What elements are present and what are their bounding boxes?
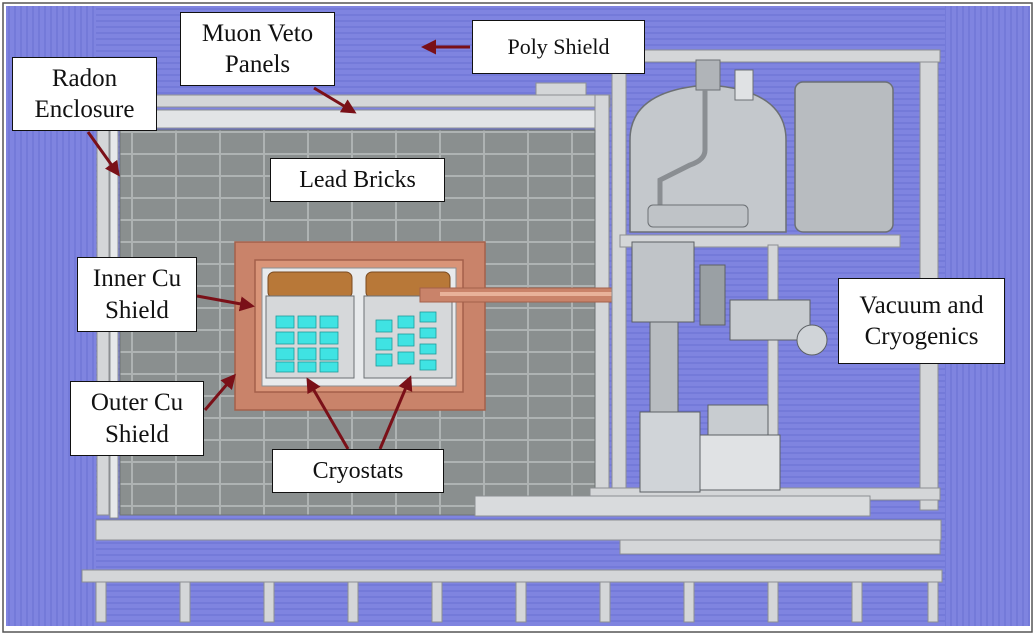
pump-motor <box>700 435 780 490</box>
muon-veto-top <box>150 95 610 107</box>
label-cryostats: Cryostats <box>272 449 444 493</box>
vertical-pipe <box>650 322 678 412</box>
horizontal-pipe <box>648 205 748 227</box>
cryo-head <box>632 242 694 322</box>
label-outer-cu-shield: Outer Cu Shield <box>70 381 204 456</box>
frame-cap <box>536 83 586 95</box>
muon-veto-right <box>595 95 609 515</box>
base-rail-right <box>620 540 940 554</box>
cryostat-1 <box>266 272 354 378</box>
brick-column <box>700 265 725 325</box>
compressor-wheel <box>797 325 827 355</box>
label-lead-bricks: Lead Bricks <box>270 158 445 202</box>
label-muon-veto-panels: Muon Veto Panels <box>180 12 335 86</box>
floor-beam <box>82 570 942 582</box>
base-rail <box>96 520 941 540</box>
label-radon-enclosure: Radon Enclosure <box>12 57 157 131</box>
label-vacuum-cryogenics: Vacuum and Cryogenics <box>838 278 1005 364</box>
valve-body <box>708 405 768 435</box>
muon-veto-panel <box>155 110 595 128</box>
pump-housing <box>640 412 700 492</box>
cart-rail <box>475 496 870 516</box>
cold-finger-highlight <box>440 292 620 296</box>
label-inner-cu-shield: Inner Cu Shield <box>77 257 197 332</box>
gas-cylinder <box>795 82 893 232</box>
label-poly-shield: Poly Shield <box>472 20 645 74</box>
